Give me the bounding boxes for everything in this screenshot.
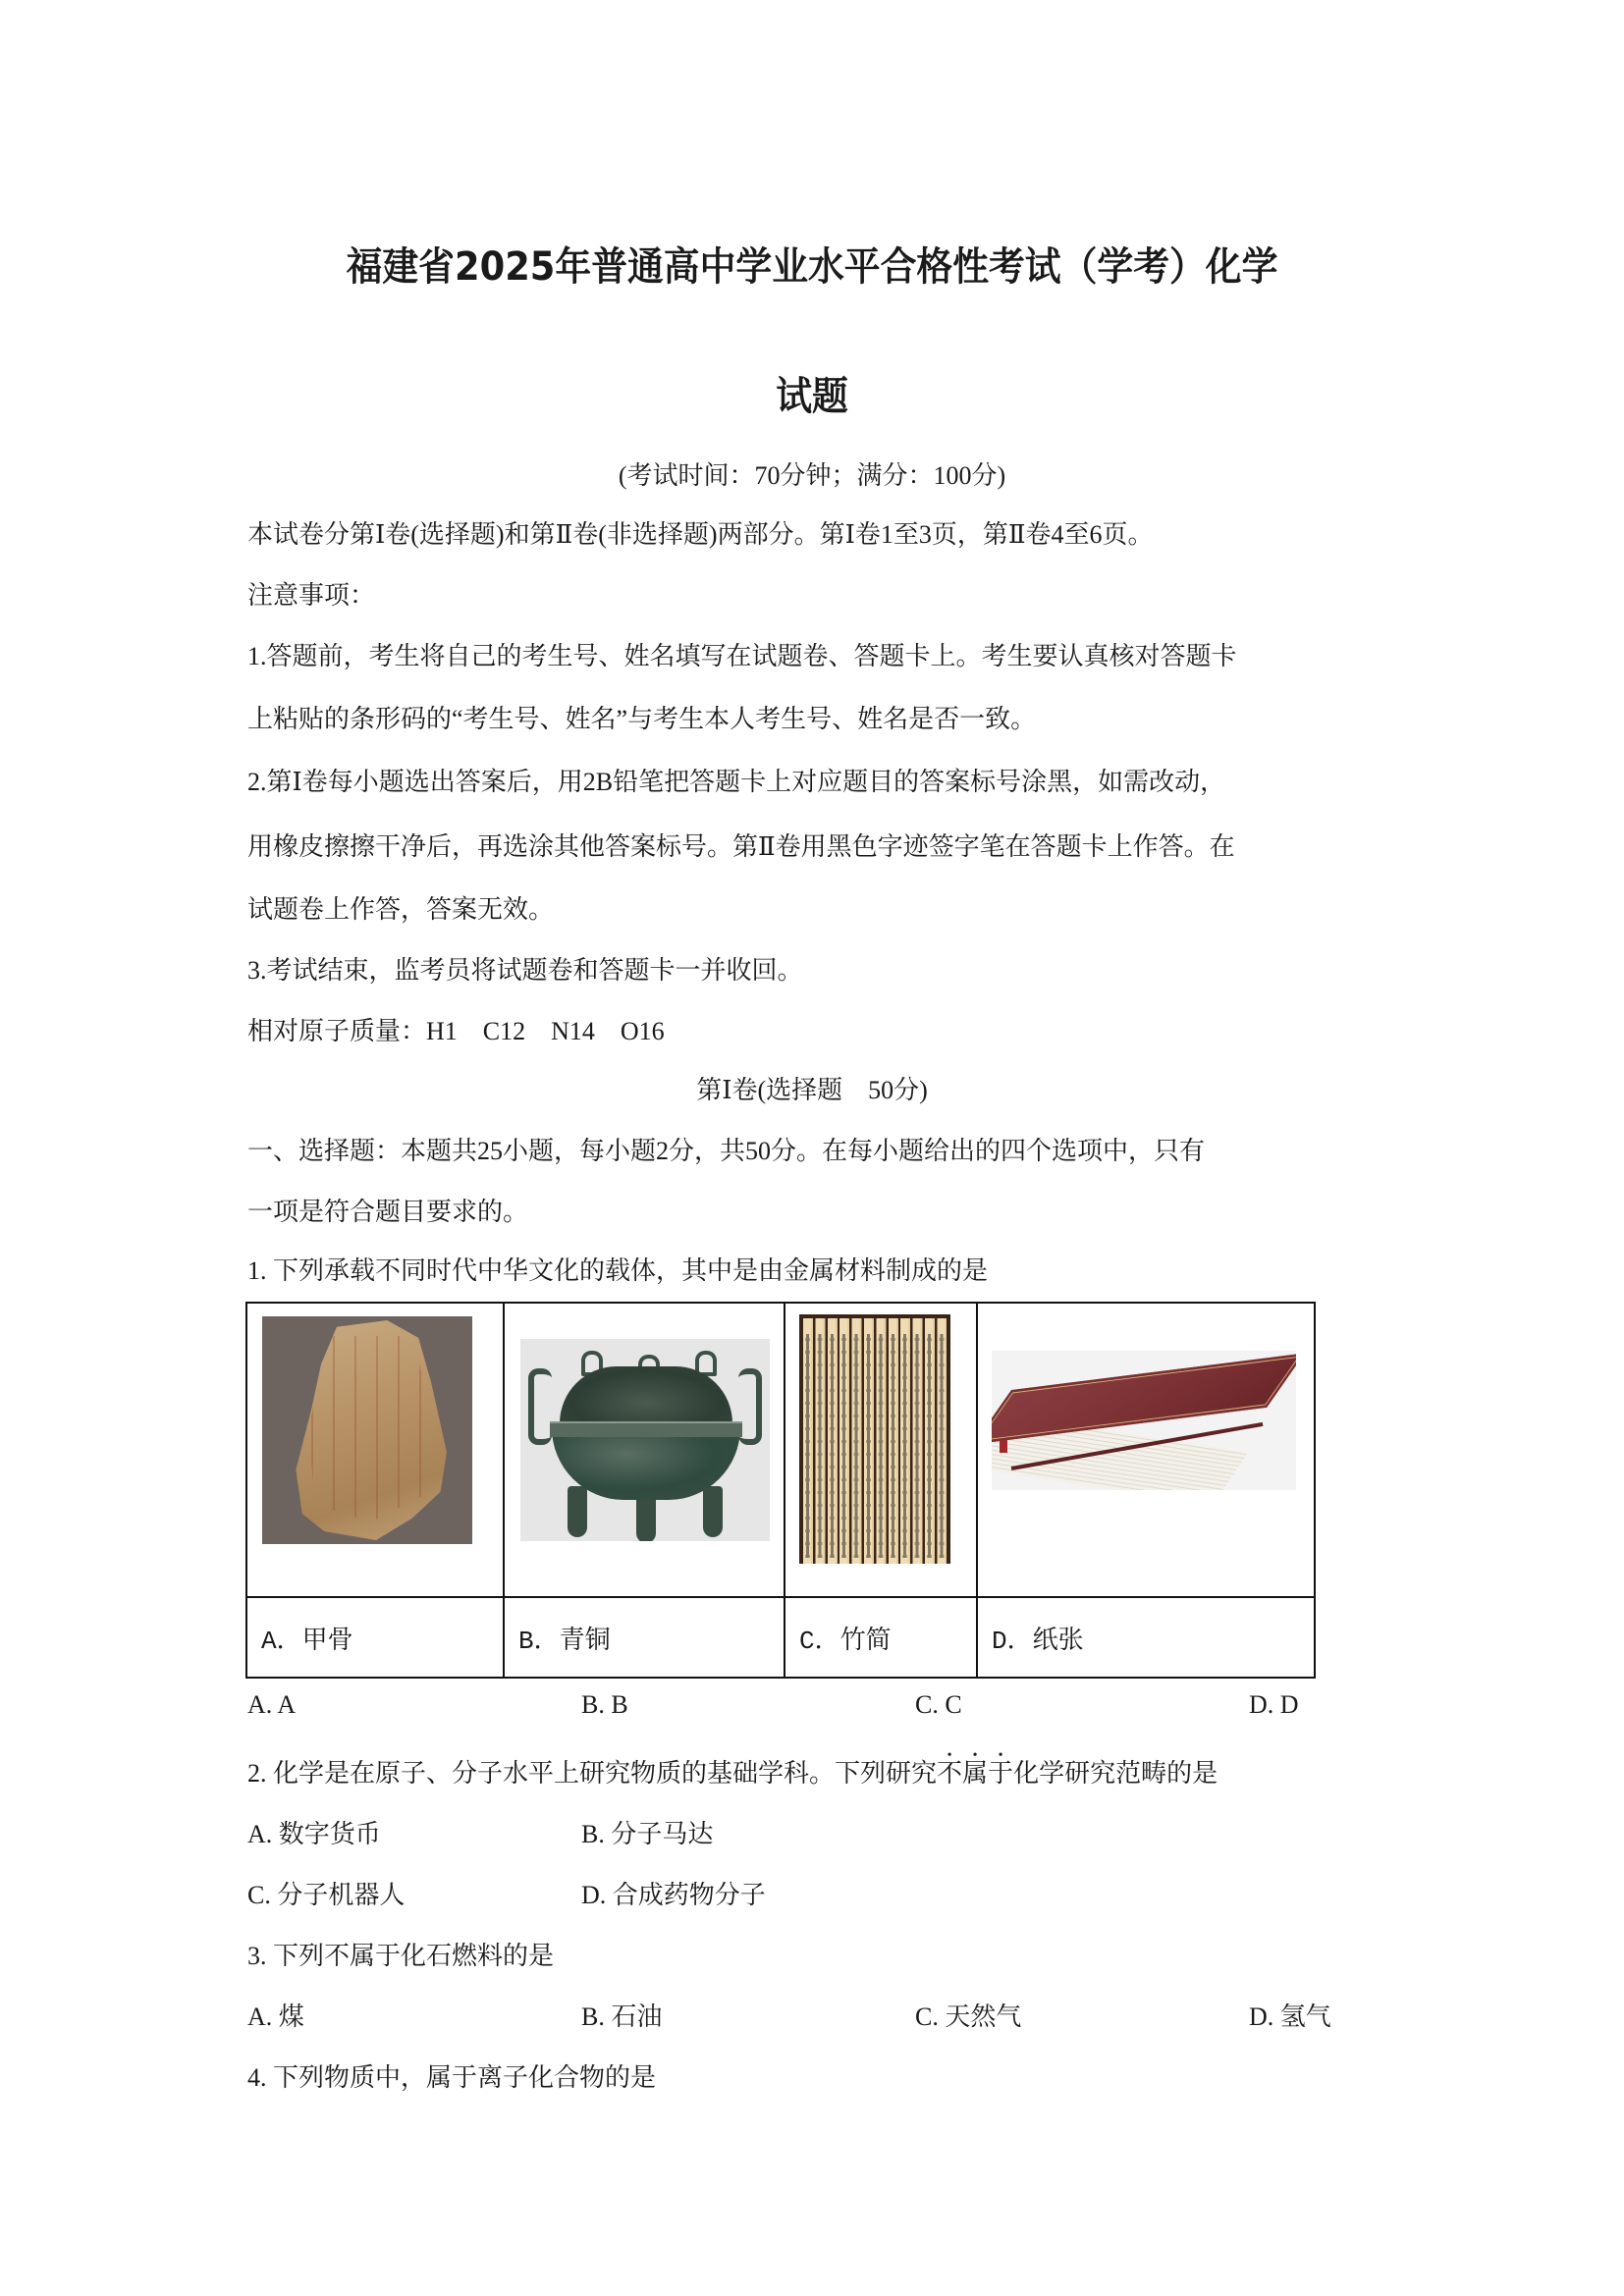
question-2-option-c[interactable]: C. 分子机器人 bbox=[247, 1881, 406, 1909]
note-1-line-1: 1.答题前，考生将自己的考生号、姓名填写在试题卷、答题卡上。考生要认真核对答题卡 bbox=[247, 642, 1237, 670]
question-3-option-a[interactable]: A. 煤 bbox=[247, 2002, 304, 2031]
note-2-line-2: 用橡皮擦擦干净后，再选涂其他答案标号。第Ⅱ卷用黑色字迹签字笔在答题卡上作答。在 bbox=[247, 832, 1235, 861]
note-2-line-1: 2.第Ⅰ卷每小题选出答案后，用2B铅笔把答题卡上对应题目的答案标号涂黑，如需改动， bbox=[247, 768, 1226, 796]
question-1-option-c[interactable]: C. C bbox=[915, 1690, 962, 1719]
question-1-option-a[interactable]: A. A bbox=[247, 1690, 297, 1719]
atomic-mass: 相对原子质量：H1 C12 N14 O16 bbox=[247, 1017, 665, 1045]
paper-book-image bbox=[992, 1351, 1296, 1490]
paper-structure: 本试卷分第Ⅰ卷(选择题)和第Ⅱ卷(非选择题)两部分。第Ⅰ卷1至3页，第Ⅱ卷4至6页。 bbox=[247, 520, 1154, 549]
question-2-option-a[interactable]: A. 数字货币 bbox=[247, 1820, 381, 1848]
table-cell-c-label: C．竹简 bbox=[785, 1597, 977, 1678]
question-2-option-d[interactable]: D. 合成药物分子 bbox=[581, 1881, 766, 1909]
bamboo-slips-image bbox=[799, 1314, 950, 1564]
table-cell-d-image bbox=[977, 1303, 1315, 1597]
note-3-line-1: 3.考试结束，监考员将试题卷和答题卡一并收回。 bbox=[247, 956, 803, 985]
note-2-line-3: 试题卷上作答，答案无效。 bbox=[247, 895, 555, 924]
emphasis-char: 属 bbox=[962, 1759, 989, 1788]
emphasis-char: 不 bbox=[937, 1759, 963, 1788]
bronze-ding-image bbox=[520, 1339, 770, 1541]
table-cell-b-image bbox=[504, 1303, 785, 1597]
question-3-stem: 3. 下列不属于化石燃料的是 bbox=[247, 1942, 555, 1970]
table-cell-b-label: B．青铜 bbox=[504, 1597, 785, 1678]
table-cell-a-image bbox=[246, 1303, 504, 1597]
section-1-instructions-line-2: 一项是符合题目要求的。 bbox=[247, 1198, 529, 1226]
question-1-image-table bbox=[245, 1302, 1316, 1679]
question-3-option-b[interactable]: B. 石油 bbox=[581, 2002, 663, 2031]
question-4-stem: 4. 下列物质中，属于离子化合物的是 bbox=[247, 2063, 657, 2092]
table-cell-c-image bbox=[785, 1303, 977, 1597]
question-1-stem: 1. 下列承载不同时代中华文化的载体，其中是由金属材料制成的是 bbox=[247, 1256, 989, 1285]
question-1-option-b[interactable]: B. B bbox=[581, 1690, 628, 1719]
notes-heading: 注意事项： bbox=[247, 581, 376, 610]
section-1-heading: 第Ⅰ卷(选择题 50分) bbox=[696, 1076, 928, 1104]
exam-title-line1: 福建省2025年普通高中学业水平合格性考试（学考）化学 bbox=[346, 244, 1278, 290]
exam-title-line2: 试题 bbox=[776, 374, 848, 419]
note-1-line-2: 上粘贴的条形码的“考生号、姓名”与考生本人考生号、姓名是否一致。 bbox=[247, 705, 1037, 733]
question-3-option-c[interactable]: C. 天然气 bbox=[915, 2002, 1022, 2031]
emphasis-char: 于 bbox=[988, 1759, 1014, 1788]
question-1-option-d[interactable]: D. D bbox=[1249, 1690, 1299, 1719]
exam-info: (考试时间：70分钟；满分：100分) bbox=[618, 461, 1006, 490]
question-2-option-b[interactable]: B. 分子马达 bbox=[581, 1820, 714, 1848]
section-1-instructions-line-1: 一、选择题：本题共25小题，每小题2分，共50分。在每小题给出的四个选项中，只有 bbox=[247, 1137, 1206, 1165]
question-2-stem: 2. 化学是在原子、分子水平上研究物质的基础学科。下列研究不属于化学研究范畴的是 bbox=[247, 1759, 1218, 1788]
question-3-option-d[interactable]: D. 氢气 bbox=[1249, 2002, 1331, 2031]
table-cell-a-label: A．甲骨 bbox=[246, 1597, 504, 1678]
table-cell-d-label: D．纸张 bbox=[977, 1597, 1315, 1678]
oracle-bone-image bbox=[262, 1316, 472, 1544]
